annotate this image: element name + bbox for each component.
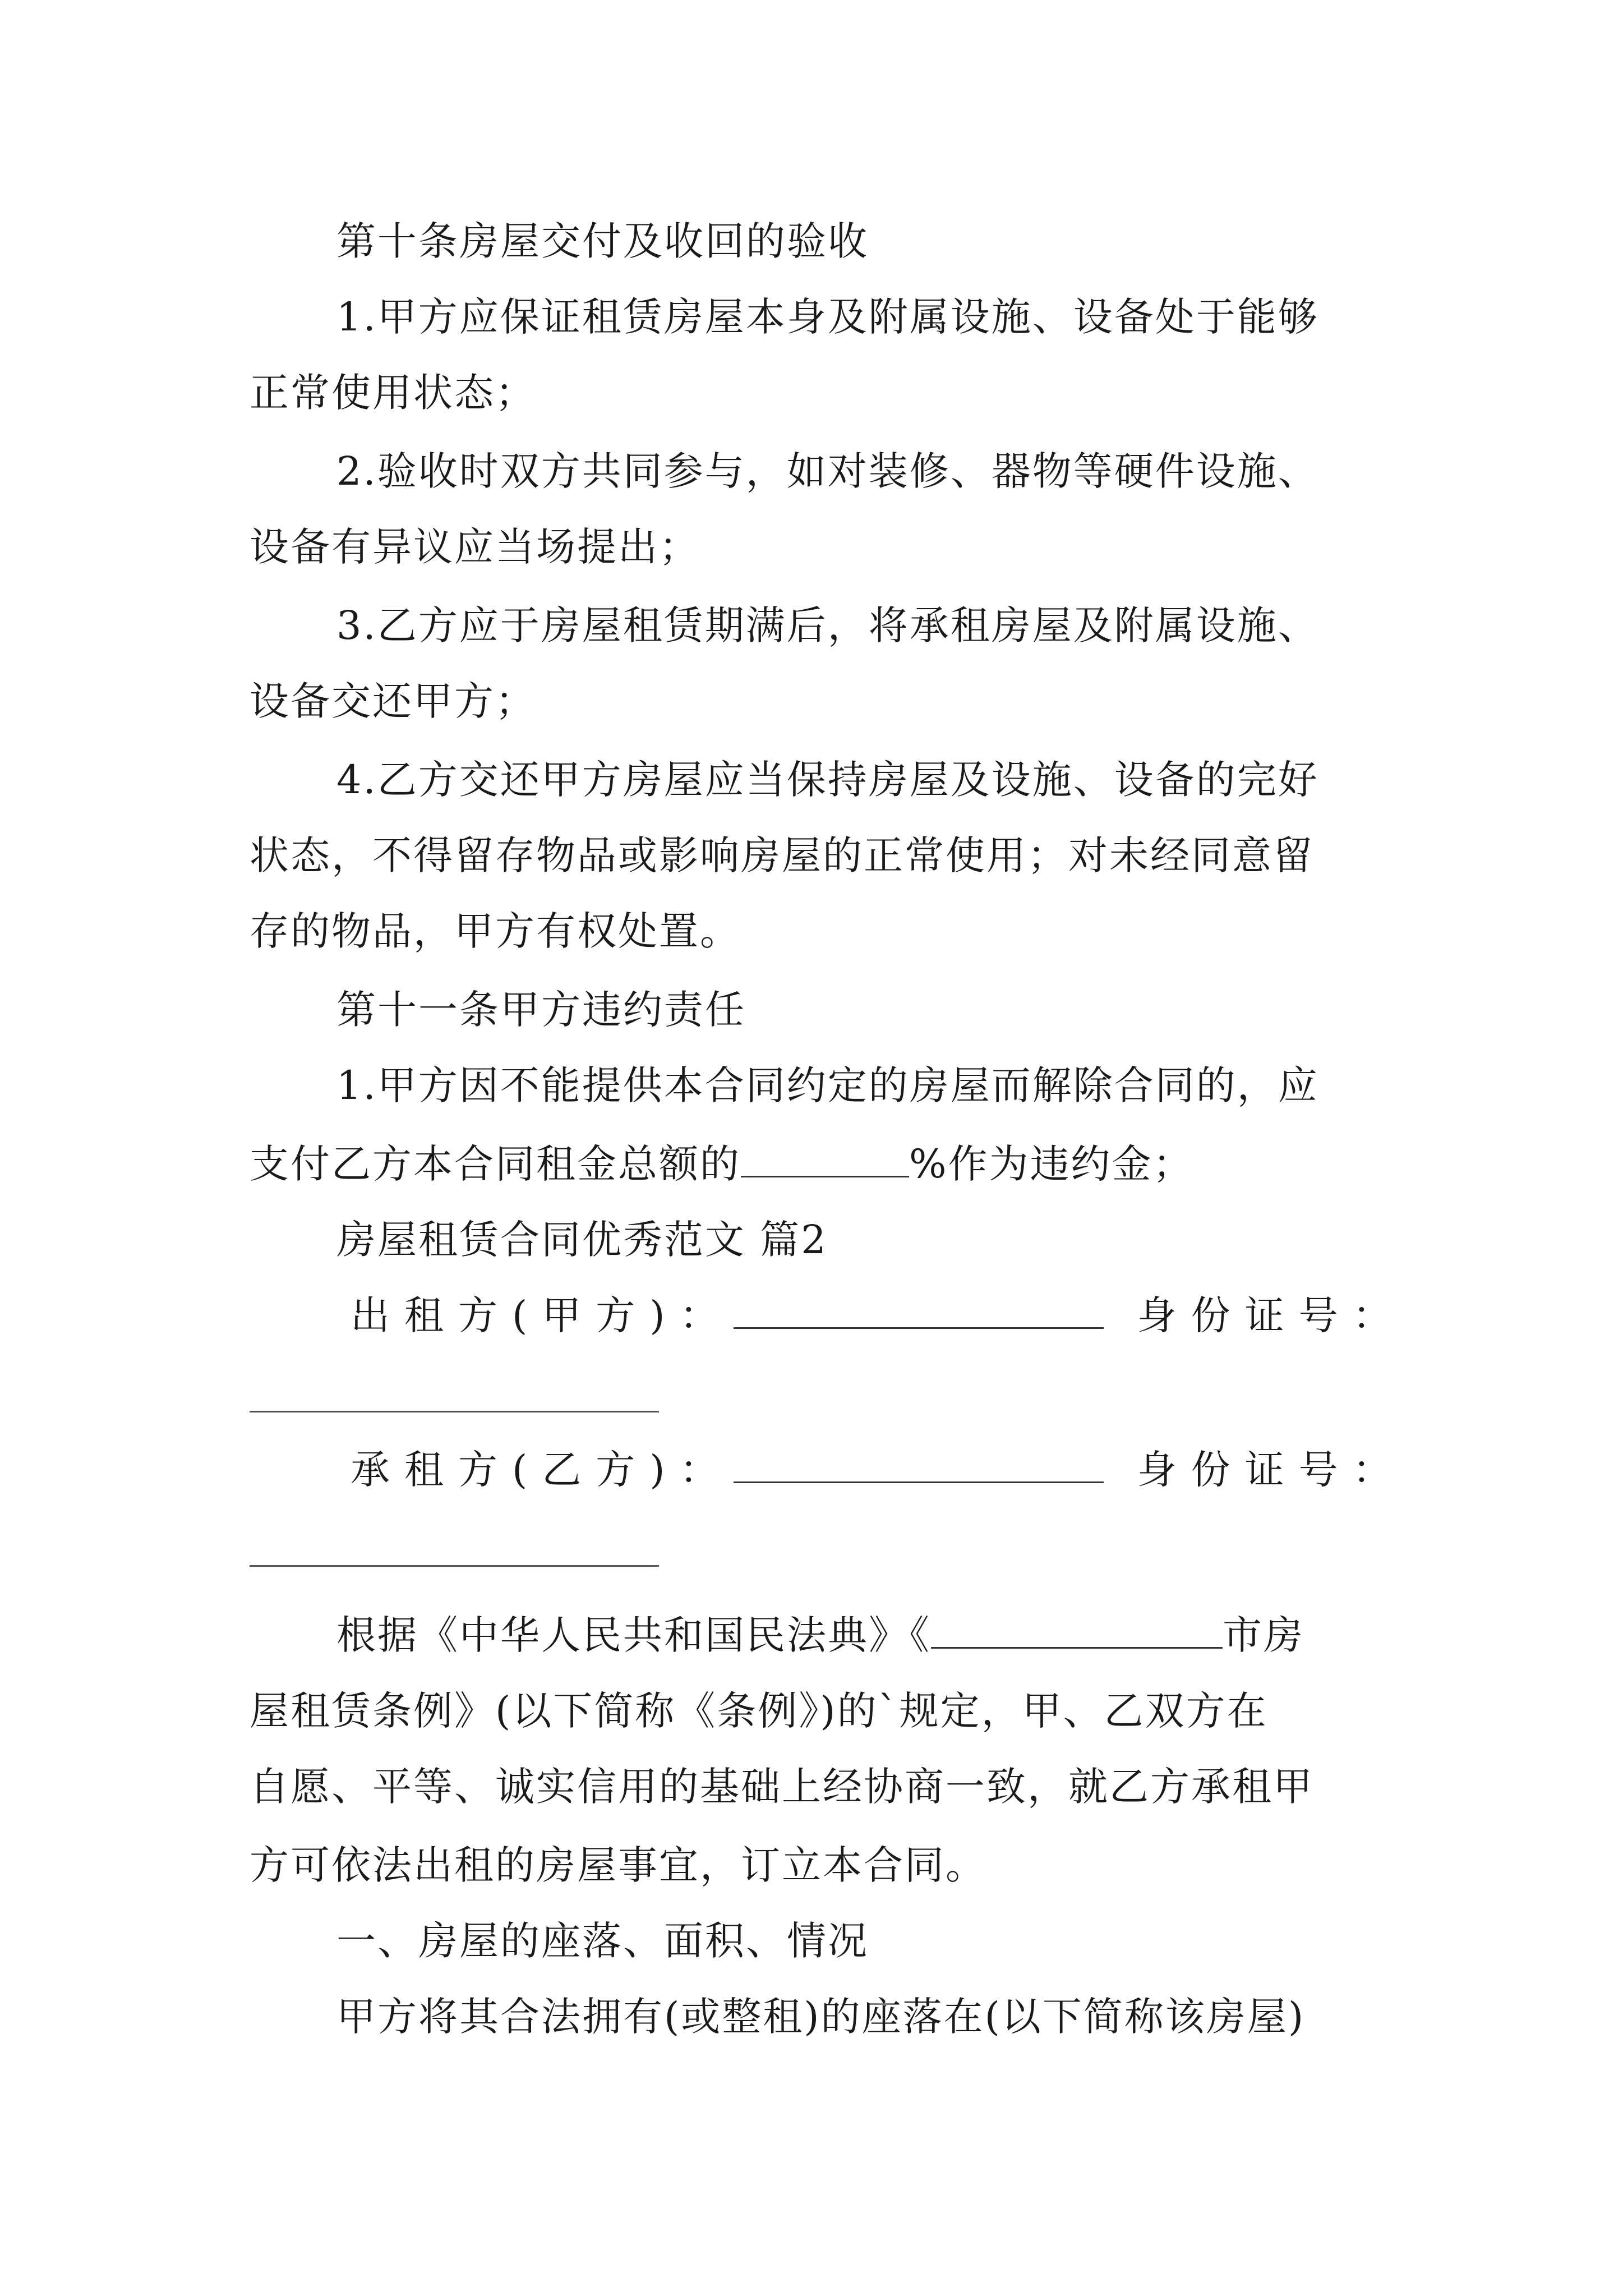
article-title: 房屋租赁合同优秀范文 篇2 xyxy=(336,1217,828,1263)
section-heading-10: 第十条房屋交付及收回的验收 xyxy=(336,218,869,264)
lessor-id-blank[interactable] xyxy=(250,1411,659,1412)
penalty-text-end: %作为违约金； xyxy=(909,1141,1194,1187)
paragraph-line: 状态，不得留存物品或影响房屋的正常使用；对未经同意留 xyxy=(250,832,1314,878)
penalty-percent-blank[interactable] xyxy=(741,1140,909,1177)
lessee-id-label: 身份证号： xyxy=(1137,1447,1407,1493)
paragraph-line: 设备交还甲方； xyxy=(250,678,536,724)
basis-line xyxy=(336,1610,1304,1660)
lessee-id-blank[interactable] xyxy=(250,1565,659,1567)
basis-text-end: 市房 xyxy=(1223,1612,1304,1658)
penalty-line xyxy=(250,1139,1194,1189)
paragraph-line: 2.验收时双方共同参与，如对装修、器物等硬件设施、 xyxy=(336,448,1319,494)
basis-text: 根据《中华人民共和国民法典》《 xyxy=(336,1612,931,1658)
lessor-name-blank[interactable] xyxy=(734,1291,1104,1329)
paragraph-line: 4.乙方交还甲方房屋应当保持房屋及设施、设备的完好 xyxy=(336,757,1319,803)
lessee-label: 承租方(乙方)： xyxy=(351,1447,734,1493)
paragraph-line: 正常使用状态； xyxy=(250,370,536,416)
penalty-text: 支付乙方本合同租金总额的 xyxy=(250,1141,741,1187)
paragraph-line: 方可依法出租的房屋事宜，订立本合同。 xyxy=(250,1842,986,1888)
lessor-line xyxy=(351,1290,1407,1341)
lessor-id-label: 身份证号： xyxy=(1137,1292,1407,1338)
lessee-name-blank[interactable] xyxy=(734,1446,1104,1483)
section-heading-11: 第十一条甲方违约责任 xyxy=(336,987,746,1033)
lessor-label: 出租方(甲方)： xyxy=(351,1292,734,1338)
paragraph-line: 屋租赁条例》(以下简称《条例》)的`规定，甲、乙双方在 xyxy=(250,1688,1268,1734)
paragraph-line: 甲方将其合法拥有(或整租)的座落在(以下简称该房屋) xyxy=(336,1994,1306,2040)
paragraph-line: 设备有异议应当场提出； xyxy=(250,524,700,570)
paragraph-line: 自愿、平等、诚实信用的基础上经协商一致，就乙方承租甲 xyxy=(250,1764,1314,1810)
paragraph-line: 1.甲方因不能提供本合同约定的房屋而解除合同的，应 xyxy=(336,1062,1319,1108)
paragraph-line: 存的物品，甲方有权处置。 xyxy=(250,908,741,954)
lessee-line xyxy=(351,1444,1407,1495)
section-heading-1: 一、房屋的座落、面积、情况 xyxy=(336,1918,869,1964)
paragraph-line: 3.乙方应于房屋租赁期满后，将承租房屋及附属设施、 xyxy=(336,602,1319,648)
city-blank[interactable] xyxy=(931,1611,1223,1649)
paragraph-line: 1.甲方应保证租赁房屋本身及附属设施、设备处于能够 xyxy=(336,294,1319,340)
